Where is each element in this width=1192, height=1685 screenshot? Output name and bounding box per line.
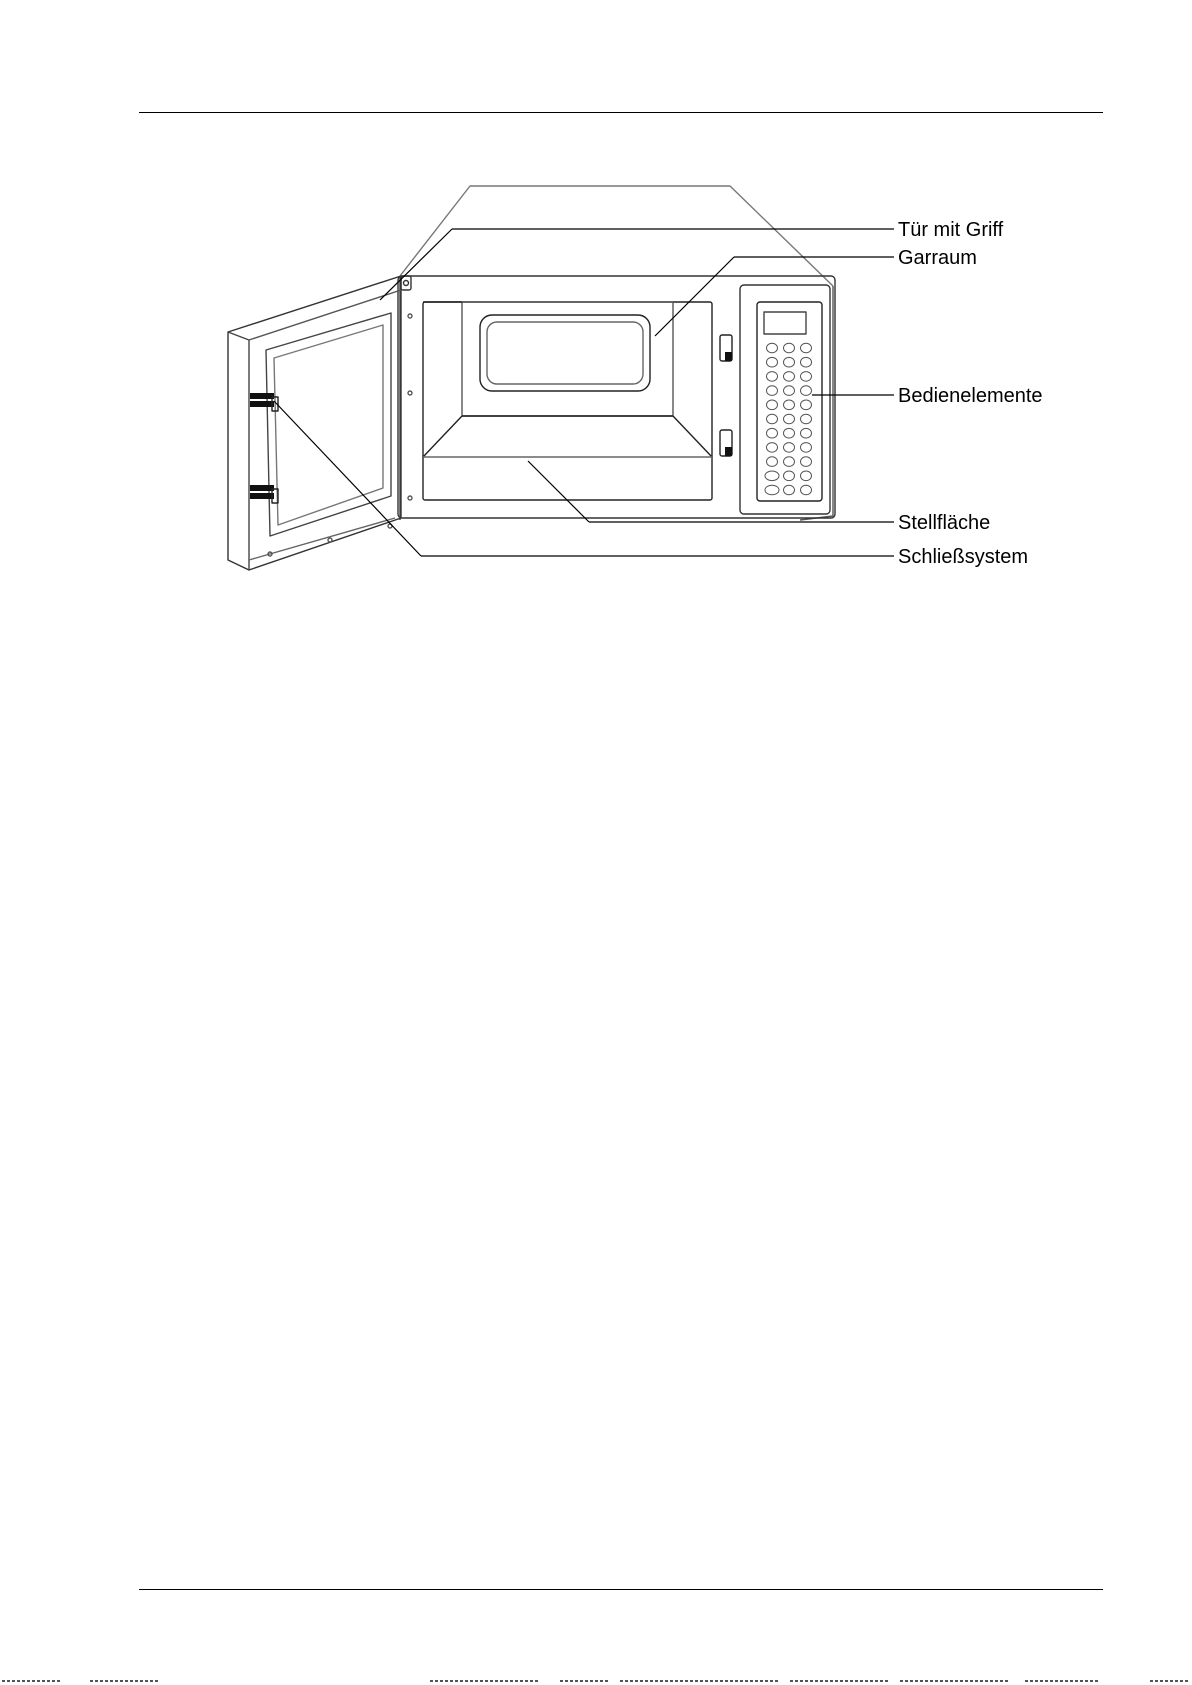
leader-floor	[528, 461, 589, 522]
keypad-button	[801, 372, 812, 382]
keypad-button	[767, 428, 778, 438]
microwave-housing	[398, 186, 835, 520]
keypad-button	[784, 457, 795, 467]
keypad-button	[767, 414, 778, 424]
keypad-button	[767, 400, 778, 410]
microwave-diagram	[0, 0, 1192, 640]
callout-cavity-floor: Stellfläche	[898, 512, 991, 534]
keypad-button	[801, 386, 812, 396]
keypad-button	[801, 443, 812, 453]
keypad-buttons	[765, 343, 812, 495]
keypad-button	[801, 471, 812, 481]
keypad-button	[784, 386, 795, 396]
callout-locking-system: Schließsystem	[898, 546, 1029, 568]
keypad-button	[767, 386, 778, 396]
keypad-button	[784, 428, 795, 438]
keypad-button	[801, 357, 812, 367]
door-latch-receivers	[720, 335, 732, 456]
keypad-button	[767, 457, 778, 467]
keypad-button	[801, 343, 812, 353]
locking-system	[250, 393, 278, 503]
keypad-button	[784, 414, 795, 424]
keypad-button	[784, 343, 795, 353]
scan-edge-artifact	[0, 1675, 1192, 1685]
keypad-button	[784, 357, 795, 367]
keypad-button	[784, 400, 795, 410]
leader-lock	[274, 401, 421, 556]
keypad-button	[801, 485, 812, 495]
leader-door	[380, 229, 452, 300]
keypad-button	[767, 443, 778, 453]
leader-cavity	[655, 257, 734, 336]
callout-controls: Bedienelemente	[898, 385, 1043, 407]
keypad-button	[784, 485, 795, 495]
keypad-button	[801, 428, 812, 438]
keypad-button	[801, 414, 812, 424]
keypad-button	[784, 372, 795, 382]
keypad-button	[767, 357, 778, 367]
control-panel	[740, 285, 830, 514]
keypad-button	[801, 457, 812, 467]
callout-cooking-cavity: Garraum	[898, 247, 977, 269]
keypad-button	[765, 471, 779, 481]
callout-door-with-handle: Tür mit Griff	[898, 219, 1004, 241]
keypad-button	[765, 485, 779, 495]
keypad-button	[801, 400, 812, 410]
footer-rule	[139, 1589, 1103, 1590]
keypad-button	[784, 443, 795, 453]
microwave-door	[228, 276, 411, 570]
keypad-button	[767, 343, 778, 353]
keypad-button	[767, 372, 778, 382]
keypad-button	[784, 471, 795, 481]
cooking-cavity	[423, 302, 712, 500]
